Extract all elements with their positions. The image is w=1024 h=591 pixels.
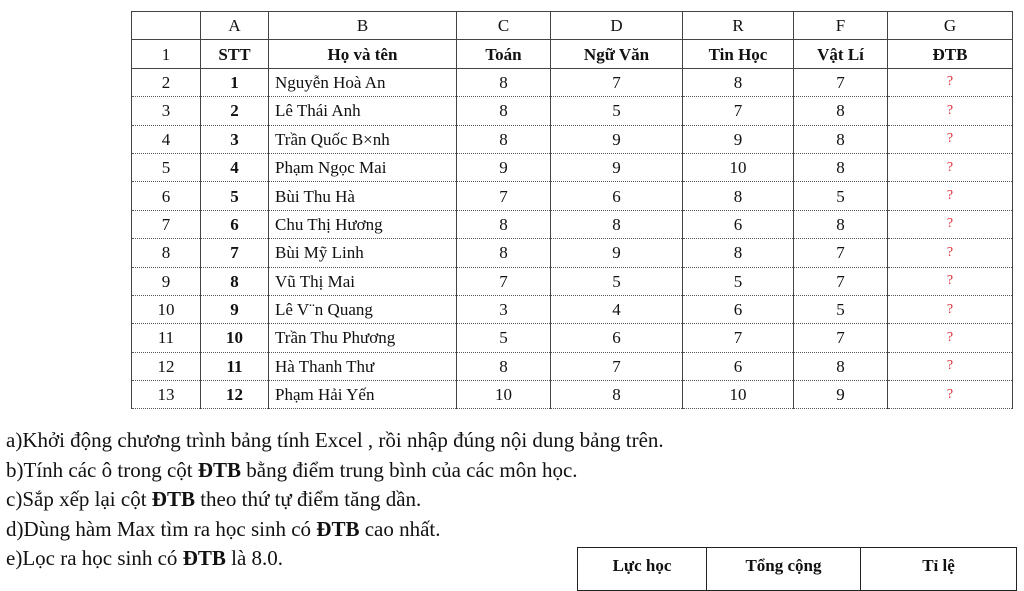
table-row bbox=[132, 324, 1013, 352]
score-ngu-van[interactable]: 5 bbox=[551, 97, 683, 125]
stt-cell[interactable]: 1 bbox=[201, 68, 269, 96]
grade-spreadsheet bbox=[131, 11, 1013, 409]
stt-cell[interactable]: 3 bbox=[201, 125, 269, 153]
score-vat-li[interactable]: 5 bbox=[794, 182, 888, 210]
dtb-cell[interactable]: ? bbox=[888, 324, 1013, 352]
score-ngu-van[interactable]: 6 bbox=[551, 182, 683, 210]
score-toan[interactable]: 10 bbox=[457, 381, 551, 409]
dtb-cell[interactable]: ? bbox=[888, 125, 1013, 153]
dtb-cell[interactable]: ? bbox=[888, 352, 1013, 380]
stt-cell[interactable]: 11 bbox=[201, 352, 269, 380]
task-keyword: ĐTB bbox=[197, 457, 242, 482]
task-text: d)Dùng hàm Max tìm ra học sinh có bbox=[6, 516, 317, 541]
score-tin-hoc[interactable]: 10 bbox=[683, 381, 794, 409]
score-vat-li[interactable]: 8 bbox=[794, 210, 888, 238]
dtb-cell[interactable]: ? bbox=[888, 239, 1013, 267]
header-ngu-van: Ngữ Văn bbox=[551, 40, 683, 68]
score-vat-li[interactable]: 8 bbox=[794, 125, 888, 153]
task-text-end: cao nhất. bbox=[359, 516, 441, 541]
row-number[interactable]: 2 bbox=[132, 68, 201, 96]
stt-cell[interactable]: 12 bbox=[201, 381, 269, 409]
score-toan[interactable]: 7 bbox=[457, 267, 551, 295]
row-number[interactable]: 10 bbox=[132, 295, 201, 323]
task-text-end: là 8.0. bbox=[225, 546, 284, 570]
task-keyword: ĐTB bbox=[151, 487, 195, 511]
score-toan[interactable]: 8 bbox=[457, 210, 551, 238]
score-tin-hoc[interactable]: 10 bbox=[683, 153, 794, 181]
student-name[interactable]: Nguyễn Hoà An bbox=[269, 68, 457, 96]
row-number[interactable]: 8 bbox=[132, 239, 201, 267]
score-tin-hoc[interactable]: 8 bbox=[683, 182, 794, 210]
column-letter-f: F bbox=[794, 12, 888, 40]
column-letter-row bbox=[132, 12, 1013, 40]
task-text: e)Lọc ra học sinh có bbox=[6, 546, 183, 570]
stt-cell[interactable]: 2 bbox=[201, 97, 269, 125]
student-name[interactable]: Bùi Mỹ Linh bbox=[269, 239, 457, 267]
task-line bbox=[6, 485, 664, 515]
score-vat-li[interactable]: 8 bbox=[794, 97, 888, 125]
table-row bbox=[132, 352, 1013, 380]
header-dtb: ĐTB bbox=[888, 40, 1013, 68]
task-text-end: bằng điểm trung bình của các môn học. bbox=[241, 457, 578, 482]
row-number[interactable]: 9 bbox=[132, 267, 201, 295]
score-ngu-van[interactable]: 7 bbox=[551, 68, 683, 96]
score-ngu-van[interactable]: 7 bbox=[551, 352, 683, 380]
score-ngu-van[interactable]: 8 bbox=[551, 210, 683, 238]
table-row bbox=[132, 381, 1013, 409]
student-name[interactable]: Trần Quốc B×nh bbox=[269, 125, 457, 153]
row-number: 1 bbox=[132, 40, 201, 68]
summary-header-ti-le: Tỉ lệ bbox=[861, 548, 1017, 591]
student-name[interactable]: Bùi Thu Hà bbox=[269, 182, 457, 210]
task-text-end: theo thứ tự điểm tăng dần. bbox=[194, 487, 422, 511]
score-toan[interactable]: 8 bbox=[457, 125, 551, 153]
score-tin-hoc[interactable]: 7 bbox=[683, 97, 794, 125]
task-line bbox=[6, 515, 664, 545]
task-line bbox=[6, 426, 664, 456]
stt-cell[interactable]: 10 bbox=[201, 324, 269, 352]
column-letter-r: R bbox=[683, 12, 794, 40]
score-tin-hoc[interactable]: 8 bbox=[683, 68, 794, 96]
column-letter-b: B bbox=[269, 12, 457, 40]
score-vat-li[interactable]: 9 bbox=[794, 381, 888, 409]
summary-header-row bbox=[578, 548, 1017, 591]
column-letter-d: D bbox=[551, 12, 683, 40]
score-vat-li[interactable]: 5 bbox=[794, 295, 888, 323]
summary-table bbox=[577, 547, 1017, 591]
score-vat-li[interactable]: 8 bbox=[794, 153, 888, 181]
score-ngu-van[interactable]: 9 bbox=[551, 125, 683, 153]
dtb-cell[interactable]: ? bbox=[888, 153, 1013, 181]
task-line bbox=[6, 456, 664, 486]
score-vat-li[interactable]: 7 bbox=[794, 239, 888, 267]
stt-cell[interactable]: 5 bbox=[201, 182, 269, 210]
score-toan[interactable]: 3 bbox=[457, 295, 551, 323]
score-toan[interactable]: 7 bbox=[457, 182, 551, 210]
task-keyword: ĐTB bbox=[182, 546, 226, 570]
score-vat-li[interactable]: 7 bbox=[794, 324, 888, 352]
dtb-cell[interactable]: ? bbox=[888, 210, 1013, 238]
student-name[interactable]: Trần Thu Phương bbox=[269, 324, 457, 352]
score-ngu-van[interactable]: 9 bbox=[551, 153, 683, 181]
column-letter-c: C bbox=[457, 12, 551, 40]
student-name[interactable]: Chu Thị Hương bbox=[269, 210, 457, 238]
header-vat-li: Vật Lí bbox=[794, 40, 888, 68]
stt-cell[interactable]: 9 bbox=[201, 295, 269, 323]
dtb-cell[interactable]: ? bbox=[888, 97, 1013, 125]
student-name[interactable]: Vũ Thị Mai bbox=[269, 267, 457, 295]
row-number[interactable]: 12 bbox=[132, 352, 201, 380]
score-tin-hoc[interactable]: 5 bbox=[683, 267, 794, 295]
column-letter-a: A bbox=[201, 12, 269, 40]
task-keyword: ĐTB bbox=[316, 516, 360, 541]
dtb-cell[interactable]: ? bbox=[888, 182, 1013, 210]
student-name[interactable]: Phạm Hải Yến bbox=[269, 381, 457, 409]
header-stt: STT bbox=[201, 40, 269, 68]
table-row bbox=[132, 239, 1013, 267]
student-name[interactable]: Lê V¨n Quang bbox=[269, 295, 457, 323]
stt-cell[interactable]: 6 bbox=[201, 210, 269, 238]
dtb-cell[interactable]: ? bbox=[888, 295, 1013, 323]
score-ngu-van[interactable]: 6 bbox=[551, 324, 683, 352]
score-toan[interactable]: 8 bbox=[457, 97, 551, 125]
stt-cell[interactable]: 4 bbox=[201, 153, 269, 181]
score-vat-li[interactable]: 7 bbox=[794, 267, 888, 295]
score-tin-hoc[interactable]: 6 bbox=[683, 352, 794, 380]
dtb-cell[interactable]: ? bbox=[888, 381, 1013, 409]
table-row bbox=[132, 295, 1013, 323]
score-ngu-van[interactable]: 8 bbox=[551, 381, 683, 409]
header-tin-hoc: Tin Học bbox=[683, 40, 794, 68]
student-name[interactable]: Hà Thanh Thư bbox=[269, 352, 457, 380]
score-ngu-van[interactable]: 5 bbox=[551, 267, 683, 295]
score-toan[interactable]: 9 bbox=[457, 153, 551, 181]
row-number[interactable]: 6 bbox=[132, 182, 201, 210]
task-text: b)Tính các ô trong cột bbox=[6, 457, 198, 482]
task-text: a)Khởi động chương trình bảng tính Excel , rồi nhập đúng nội dung bảng trên. bbox=[6, 428, 664, 452]
dtb-cell[interactable]: ? bbox=[888, 267, 1013, 295]
score-ngu-van[interactable]: 9 bbox=[551, 239, 683, 267]
dtb-cell[interactable]: ? bbox=[888, 68, 1013, 96]
score-tin-hoc[interactable]: 8 bbox=[683, 239, 794, 267]
table-row bbox=[132, 267, 1013, 295]
task-list bbox=[6, 426, 664, 574]
row-number[interactable]: 5 bbox=[132, 153, 201, 181]
corner-cell bbox=[132, 12, 201, 40]
column-letter-g: G bbox=[888, 12, 1013, 40]
row-number[interactable]: 3 bbox=[132, 97, 201, 125]
summary-header-luc-hoc: Lực học bbox=[578, 548, 707, 591]
header-row bbox=[132, 40, 1013, 68]
score-tin-hoc[interactable]: 6 bbox=[683, 210, 794, 238]
table-row bbox=[132, 153, 1013, 181]
row-number[interactable]: 11 bbox=[132, 324, 201, 352]
student-name[interactable]: Phạm Ngọc Mai bbox=[269, 153, 457, 181]
row-number[interactable]: 7 bbox=[132, 210, 201, 238]
row-number[interactable]: 13 bbox=[132, 381, 201, 409]
table-row bbox=[132, 125, 1013, 153]
score-vat-li[interactable]: 7 bbox=[794, 68, 888, 96]
score-toan[interactable]: 8 bbox=[457, 239, 551, 267]
score-vat-li[interactable]: 8 bbox=[794, 352, 888, 380]
row-number[interactable]: 4 bbox=[132, 125, 201, 153]
score-toan[interactable]: 8 bbox=[457, 352, 551, 380]
header-name: Họ và tên bbox=[269, 40, 457, 68]
header-toan: Toán bbox=[457, 40, 551, 68]
table-row bbox=[132, 68, 1013, 96]
table-row bbox=[132, 182, 1013, 210]
task-text: c)Sắp xếp lại cột bbox=[6, 487, 152, 511]
score-tin-hoc[interactable]: 9 bbox=[683, 125, 794, 153]
score-toan[interactable]: 8 bbox=[457, 68, 551, 96]
score-ngu-van[interactable]: 4 bbox=[551, 295, 683, 323]
stt-cell[interactable]: 7 bbox=[201, 239, 269, 267]
score-tin-hoc[interactable]: 7 bbox=[683, 324, 794, 352]
summary-header-tong-cong: Tổng cộng bbox=[707, 548, 861, 591]
task-line bbox=[6, 544, 664, 574]
table-row bbox=[132, 210, 1013, 238]
stt-cell[interactable]: 8 bbox=[201, 267, 269, 295]
table-row bbox=[132, 97, 1013, 125]
score-toan[interactable]: 5 bbox=[457, 324, 551, 352]
student-name[interactable]: Lê Thái Anh bbox=[269, 97, 457, 125]
score-tin-hoc[interactable]: 6 bbox=[683, 295, 794, 323]
